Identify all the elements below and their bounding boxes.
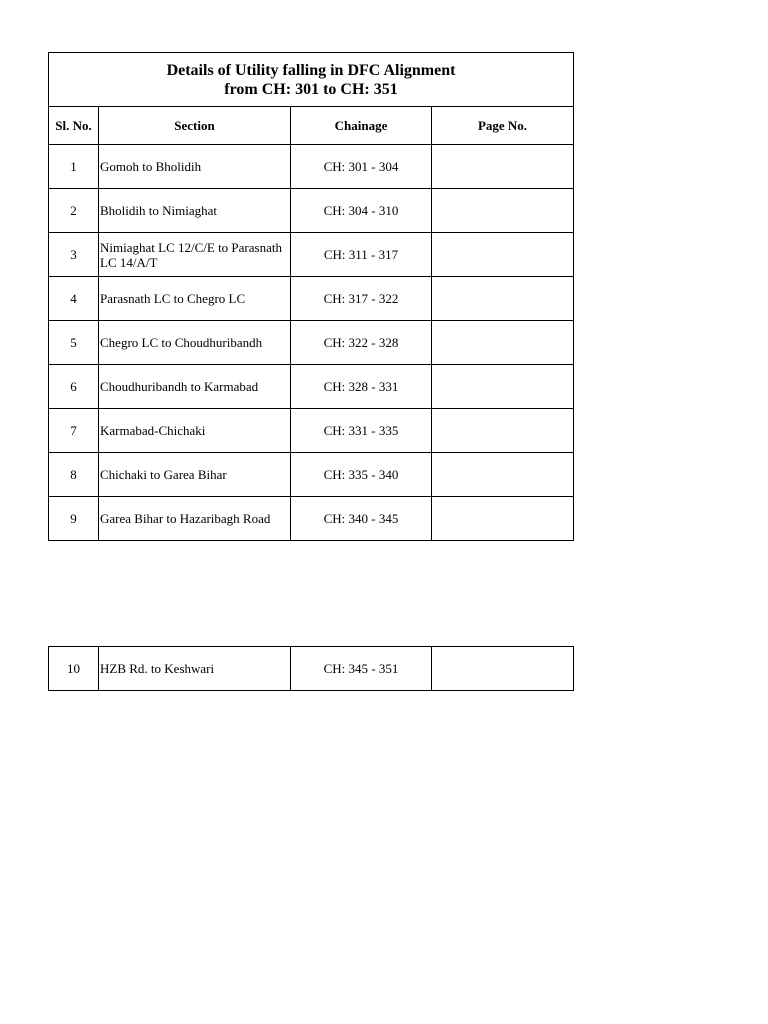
cell-sl-no: 2 xyxy=(49,189,99,233)
cell-section: Gomoh to Bholidih xyxy=(99,145,291,189)
table-row xyxy=(49,233,574,277)
cell-section: Chichaki to Garea Bihar xyxy=(99,453,291,497)
table-row xyxy=(49,277,574,321)
cell-page-no xyxy=(432,497,574,541)
cell-chainage: CH: 340 - 345 xyxy=(291,497,432,541)
cell-chainage: CH: 331 - 335 xyxy=(291,409,432,453)
cell-chainage: CH: 304 - 310 xyxy=(291,189,432,233)
cell-sl-no: 10 xyxy=(49,647,99,691)
table-row xyxy=(49,497,574,541)
cell-page-no xyxy=(432,233,574,277)
table-row xyxy=(49,647,574,691)
cell-sl-no: 8 xyxy=(49,453,99,497)
header-chainage: Chainage xyxy=(291,107,432,145)
cell-sl-no: 1 xyxy=(49,145,99,189)
cell-page-no xyxy=(432,453,574,497)
cell-section: Karmabad-Chichaki xyxy=(99,409,291,453)
table-row xyxy=(49,189,574,233)
table-row xyxy=(49,365,574,409)
header-section: Section xyxy=(99,107,291,145)
cell-section: Parasnath LC to Chegro LC xyxy=(99,277,291,321)
header-row xyxy=(49,107,574,145)
cell-sl-no: 6 xyxy=(49,365,99,409)
cell-page-no xyxy=(432,189,574,233)
cell-page-no xyxy=(432,365,574,409)
cell-sl-no: 5 xyxy=(49,321,99,365)
cell-page-no xyxy=(432,409,574,453)
cell-section: Choudhuribandh to Karmabad xyxy=(99,365,291,409)
cell-section: Chegro LC to Choudhuribandh xyxy=(99,321,291,365)
cell-section: Bholidih to Nimiaghat xyxy=(99,189,291,233)
table-row xyxy=(49,409,574,453)
utility-details-table xyxy=(48,52,574,541)
cell-page-no xyxy=(432,277,574,321)
cell-sl-no: 9 xyxy=(49,497,99,541)
cell-chainage: CH: 328 - 331 xyxy=(291,365,432,409)
title-row xyxy=(49,53,574,107)
cell-chainage: CH: 317 - 322 xyxy=(291,277,432,321)
cell-sl-no: 3 xyxy=(49,233,99,277)
cell-sl-no: 4 xyxy=(49,277,99,321)
cell-section: HZB Rd. to Keshwari xyxy=(99,647,291,691)
cell-page-no xyxy=(432,145,574,189)
utility-details-table-continued xyxy=(48,646,574,691)
title-line-2: from CH: 301 to CH: 351 xyxy=(224,80,398,98)
cell-chainage: CH: 345 - 351 xyxy=(291,647,432,691)
cell-sl-no: 7 xyxy=(49,409,99,453)
header-sl-no: Sl. No. xyxy=(49,107,99,145)
cell-chainage: CH: 335 - 340 xyxy=(291,453,432,497)
title-line-1: Details of Utility falling in DFC Alignment xyxy=(166,61,456,79)
document-title xyxy=(49,53,574,107)
cell-section: Garea Bihar to Hazaribagh Road xyxy=(99,497,291,541)
cell-page-no xyxy=(432,647,574,691)
cell-section: Nimiaghat LC 12/C/E to Parasnath LC 14/A/T xyxy=(99,233,291,277)
cell-page-no xyxy=(432,321,574,365)
table-row xyxy=(49,321,574,365)
cell-chainage: CH: 311 - 317 xyxy=(291,233,432,277)
cell-chainage: CH: 322 - 328 xyxy=(291,321,432,365)
cell-chainage: CH: 301 - 304 xyxy=(291,145,432,189)
header-page-no: Page No. xyxy=(432,107,574,145)
table-row xyxy=(49,145,574,189)
table-row xyxy=(49,453,574,497)
